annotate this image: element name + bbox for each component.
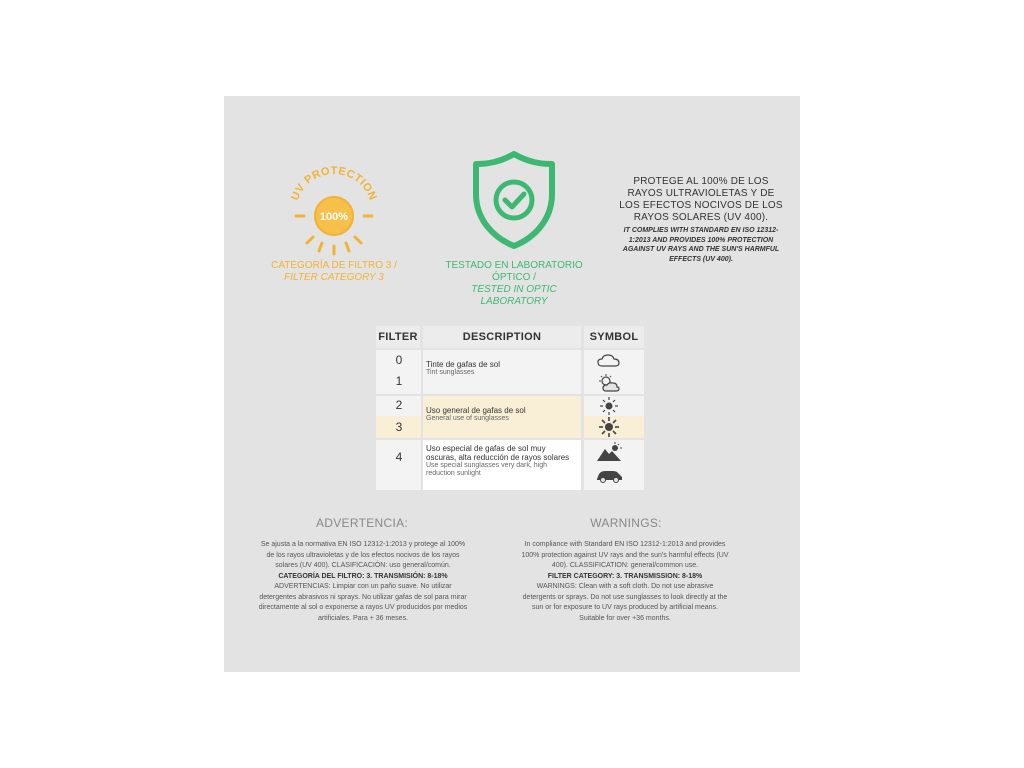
mountain-sun-icon	[594, 442, 624, 462]
header-description: DESCRIPTION	[423, 326, 581, 348]
description-group-1: Tinte de gafas de sol Tint sunglasses	[426, 360, 500, 376]
product-info-card	[224, 96, 800, 672]
car-icon	[594, 465, 624, 485]
protection-statement	[616, 176, 786, 264]
filter-category-caption	[254, 260, 414, 284]
warning-es-body: Se ajusta a la normativa EN ISO 12312-1:2013 y protege al 100% de los rayos ultravioletas y de los efectos nocivos de los rayos solares (UV 400). CLASIFICACIÓN: uso general/común. CATEGORÍA DEL FILTRO: 3. TRANSMISIÓN: 8-18% ADVERTENCIAS: Limpiar con un paño suave. No utilizar detergentes abrasivos ni sprays. No utilizar gafas de sol para mirar directamente al sol o exponerse a rayos UV producidos por medios artificiales. Para + 36 meses.	[258, 541, 468, 622]
lab-tested-caption	[438, 260, 590, 308]
cloud-icon	[594, 351, 624, 371]
description-group-2: Uso general de gafas de sol General use of sunglasses	[426, 406, 526, 422]
lab-tested-es: TESTADO EN LABORATORIO ÓPTICO /	[445, 260, 583, 283]
lab-tested-en: TESTED IN OPTIC LABORATORY	[471, 284, 557, 307]
filter-2: 2	[395, 398, 403, 412]
filter-category-es: CATEGORÍA DE FILTRO 3 /	[271, 260, 397, 271]
filter-1: 1	[395, 374, 403, 388]
warning-en-title: WARNINGS:	[590, 516, 662, 530]
shield-check-icon	[470, 150, 558, 250]
protection-en: IT COMPLIES WITH STANDARD EN ISO 12312-1:2013 AND PROVIDES 100% PROTECTION AGAINST UV RAYS AND THE SUN'S HARMFUL EFFECTS (UV 400).	[622, 227, 780, 263]
protection-es: PROTEGE AL 100% DE LOS RAYOS ULTRAVIOLETAS Y DE LOS EFECTOS NOCIVOS DE LOS RAYOS SOLARES (UV 400).	[619, 176, 783, 223]
warning-en-body: In compliance with Standard EN ISO 12312-1:2013 and provides 100% protection against UV rays and the sun's harmful effects (UV 400). CLASSIFICATION: general/common use. FILTER CATEGORY: 3. TRANSMISSION: 8-18% WARNINGS: Clean with a soft cloth. Do not use abrasive detergents or sprays. Do not use sunglasses to look directly at the sun or for exposure to UV rays produced by artificial means. Suitable for over +36 months.	[521, 541, 729, 622]
header-filter: FILTER	[376, 326, 420, 348]
filter-3: 3	[395, 420, 403, 434]
header-symbol: SYMBOL	[584, 326, 644, 348]
sun-icon	[594, 396, 624, 416]
filter-category-en: FILTER CATEGORY 3	[284, 272, 384, 283]
uv-arc-text: UV PROTECTION	[289, 164, 379, 203]
uv-protection-sun-icon	[282, 154, 386, 258]
strong-sun-icon	[594, 417, 624, 437]
uv-percent: 100%	[319, 211, 349, 223]
filter-0: 0	[395, 353, 403, 367]
description-group-3: Uso especial de gafas de sol muy oscuras, alta reducción de rayos solares Use special sunglasses very dark, high reduction sunlight	[426, 444, 570, 477]
warning-es-title: ADVERTENCIA:	[315, 516, 409, 530]
filter-4: 4	[395, 450, 403, 464]
sun-behind-cloud-icon	[594, 373, 624, 393]
